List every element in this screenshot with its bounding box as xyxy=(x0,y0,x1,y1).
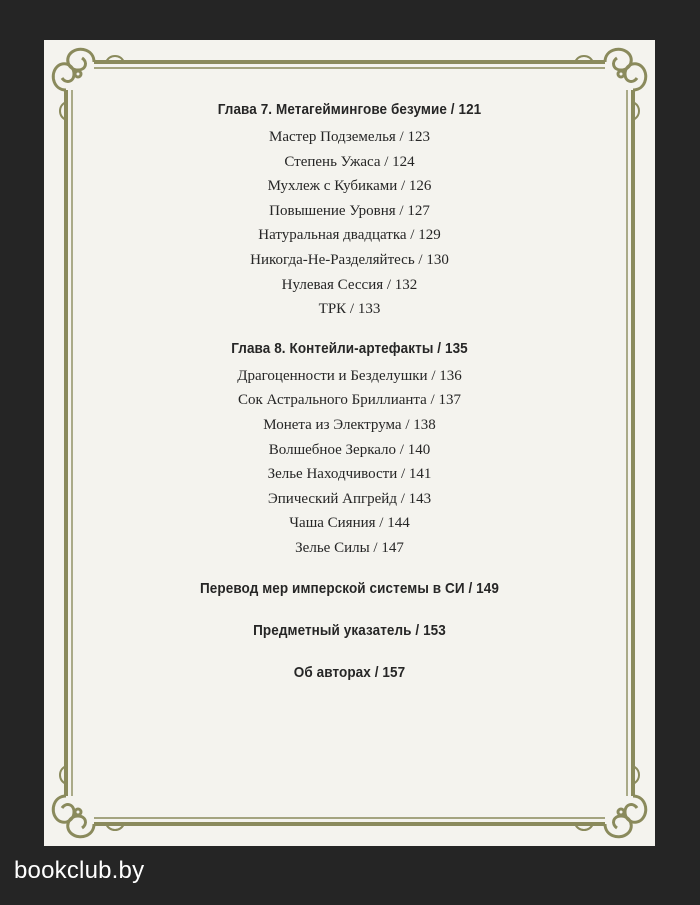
toc-entry[interactable]: Повышение Уровня / 127 xyxy=(269,202,430,219)
conversion-heading[interactable]: Перевод мер имперской системы в СИ / 149 xyxy=(200,579,499,597)
toc-entry[interactable]: Мастер Подземелья / 123 xyxy=(269,129,430,145)
toc-entry[interactable]: Степень Ужаса / 124 xyxy=(284,153,415,170)
toc-entry[interactable]: Эпический Апгрейд / 143 xyxy=(267,490,432,507)
toc-entry[interactable]: Мухлеж с Кубиками / 126 xyxy=(267,178,432,195)
authors-heading[interactable]: Об авторах / 157 xyxy=(293,663,406,681)
chapter-8-heading[interactable]: Глава 8. Контейли-артефакты / 135 xyxy=(231,339,468,357)
toc-entry[interactable]: Натуральная двадцатка / 129 xyxy=(258,227,441,244)
toc-entry[interactable]: Сок Астрального Бриллианта / 137 xyxy=(238,392,461,409)
toc-entry[interactable]: Никогда-Не-Разделяйтесь / 130 xyxy=(250,251,449,268)
toc-entry[interactable]: Зелье Силы / 147 xyxy=(295,539,404,556)
chapter-7-heading[interactable]: Глава 7. Метагеймингове безумие / 121 xyxy=(217,101,482,118)
toc-entry[interactable]: Зелье Находчивости / 141 xyxy=(267,466,432,483)
chapter-7-entries xyxy=(44,125,655,322)
book-page xyxy=(44,40,655,846)
chapter-8-entries xyxy=(44,364,655,561)
toc-entry[interactable]: ТРК / 133 xyxy=(318,301,381,318)
toc-entry[interactable]: Драгоценности и Безделушки / 136 xyxy=(237,367,462,384)
toc-entry[interactable]: Монета из Электрума / 138 xyxy=(263,416,436,433)
site-watermark: bookclub.by xyxy=(14,857,145,884)
table-of-contents xyxy=(44,100,655,683)
toc-entry[interactable]: Волшебное Зеркало / 140 xyxy=(268,441,431,458)
index-heading[interactable]: Предметный указатель / 153 xyxy=(253,621,446,639)
toc-entry[interactable]: Нулевая Сессия / 132 xyxy=(281,276,418,293)
toc-entry[interactable]: Чаша Сияния / 144 xyxy=(289,515,410,532)
